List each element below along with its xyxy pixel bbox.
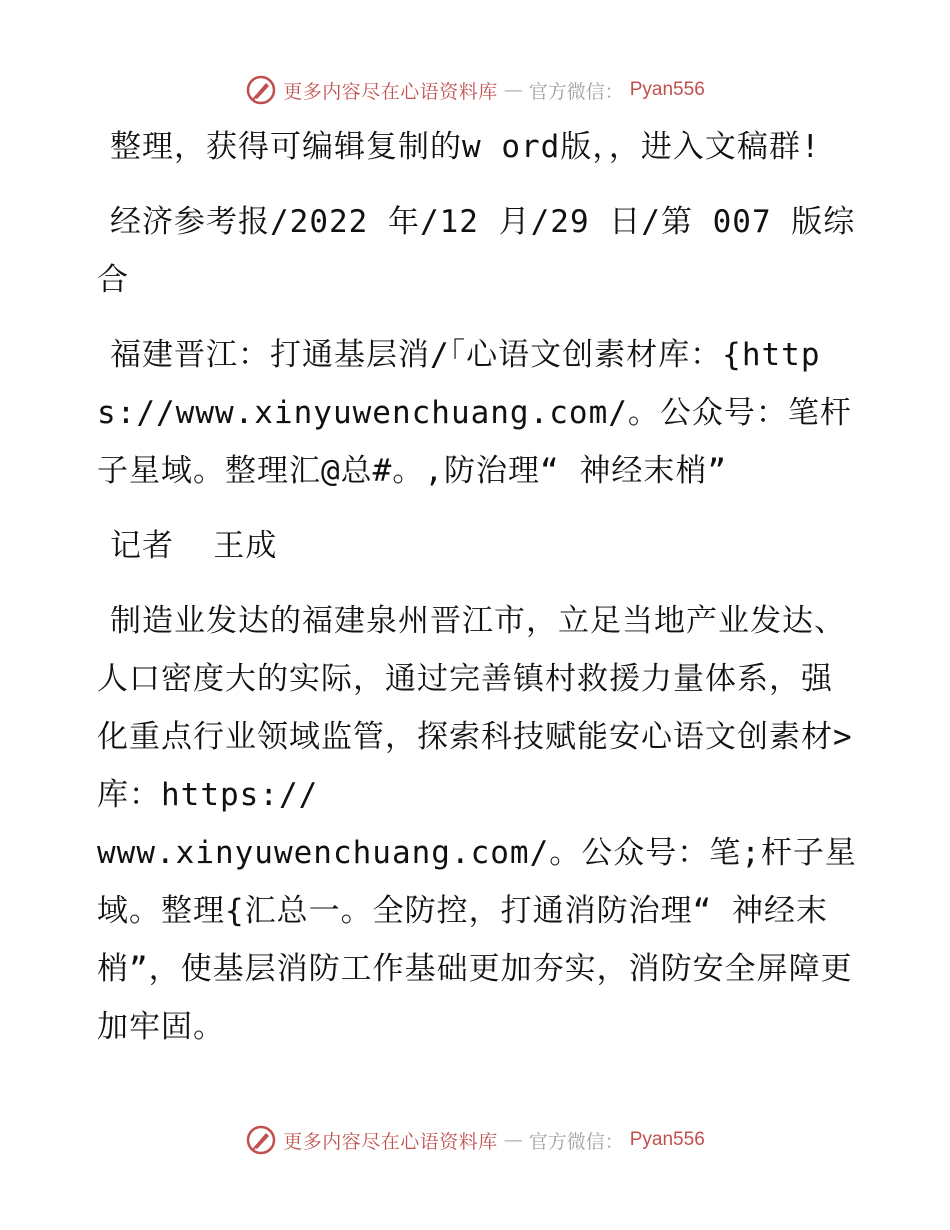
watermark-wechat-id: Pyan556 xyxy=(629,1129,705,1150)
watermark-wechat-label: 官方微信： xyxy=(528,80,624,103)
paragraph-headline: 福建晋江：打通基层消/｢心语文创素材库：{https://www.xinyuwenchuang.com/。公众号：笔杆子星域。整理汇@总#。,防治理“ 神经末梢” xyxy=(97,337,852,489)
watermark-separator: — xyxy=(503,1129,523,1151)
watermark-site-text: 更多内容尽在心语资料库 xyxy=(283,1130,498,1153)
watermark-separator: — xyxy=(503,79,523,101)
header-watermark xyxy=(0,70,950,110)
paragraph-intro: 整理，获得可编辑复制的w ord版，，进入文稿群! xyxy=(110,129,821,165)
paragraph-body: 制造业发达的福建泉州晋江市，立足当地产业发达、人口密度大的实际，通过完善镇村救援力量体系，强化重点行业领域监管，探索科技赋能安心语文创素材>库：https:// www.xinyuwenchuang.com/。公众号：笔;杆子星域。整理{汇总一。全防控，打通消防治理“ 神经末梢”，使基层消防工作基础更加夯实，消防安全屏障更加牢固。 xyxy=(97,603,857,1045)
watermark-inner xyxy=(245,1124,705,1156)
feather-pen-icon xyxy=(245,74,277,106)
watermark-wechat-id: Pyan556 xyxy=(629,79,705,100)
footer-watermark xyxy=(0,1120,950,1160)
watermark-site-text: 更多内容尽在心语资料库 xyxy=(283,80,498,103)
document-body xyxy=(97,118,857,1073)
watermark-inner xyxy=(245,74,705,106)
paragraph-source: 经济参考报/2022 年/12 月/29 日/第 007 版综合 xyxy=(97,204,856,298)
feather-pen-icon xyxy=(245,1124,277,1156)
watermark-wechat-label: 官方微信： xyxy=(528,1130,624,1153)
paragraph-byline: 记者 王成 xyxy=(110,528,278,564)
